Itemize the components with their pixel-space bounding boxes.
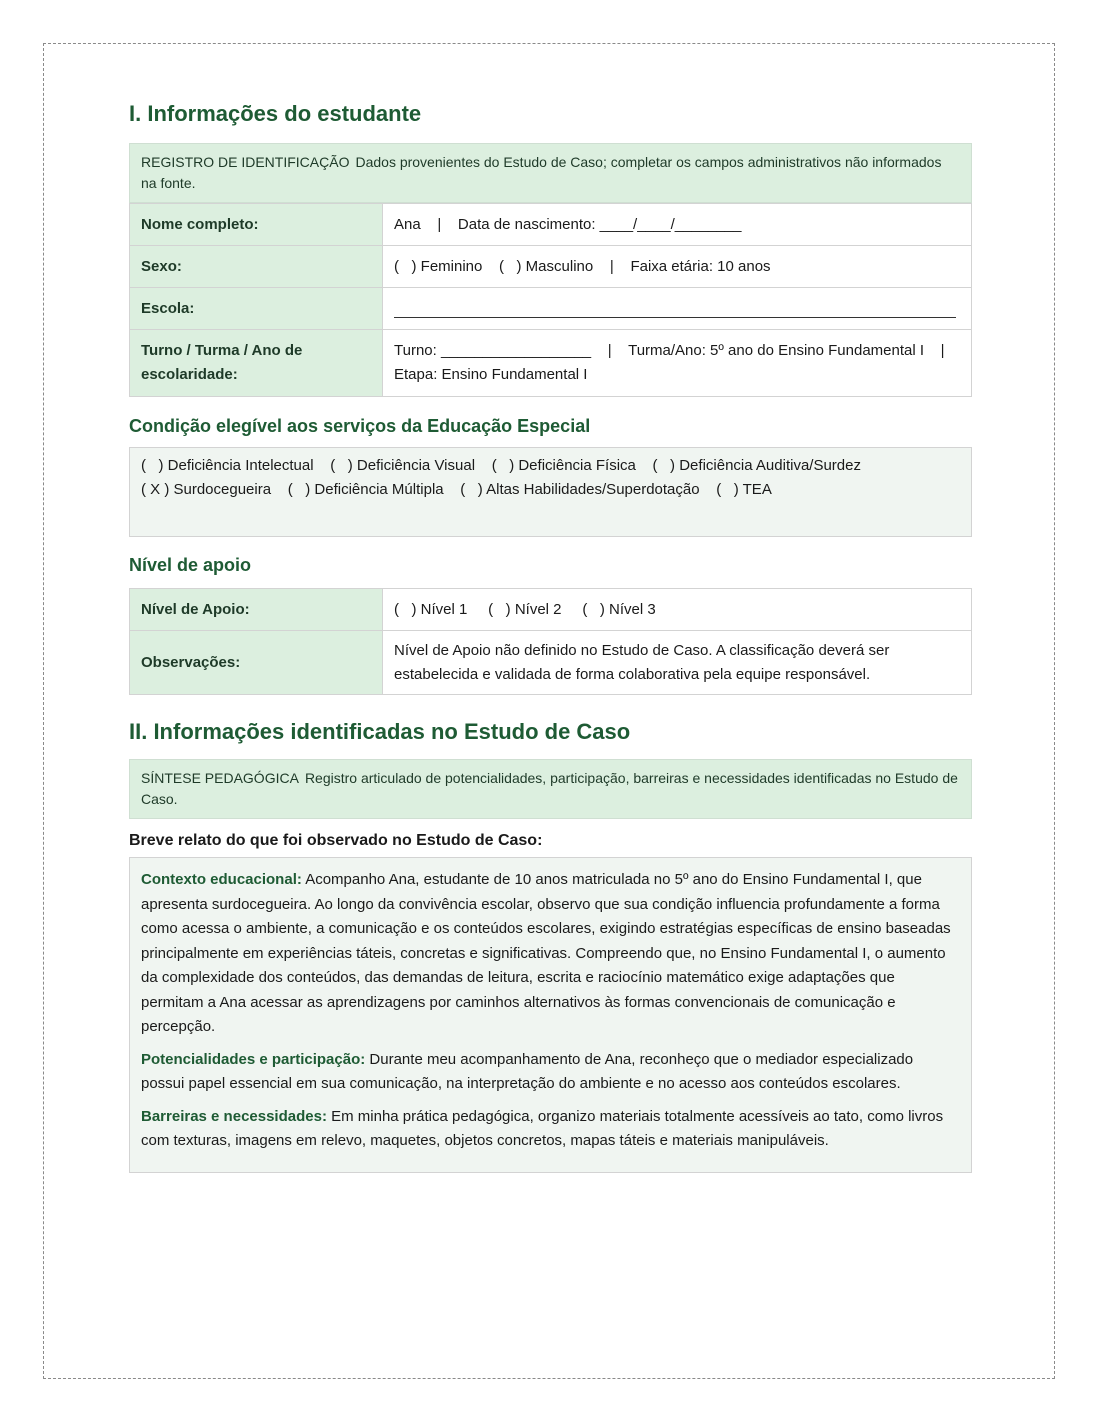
section-1-title: I. Informações do estudante (129, 101, 422, 126)
row-escola (130, 288, 972, 330)
label-sexo: Sexo: (130, 246, 383, 288)
nivel-title: Nível de apoio (129, 555, 252, 575)
identification-banner-tag: REGISTRO DE IDENTIFICAÇÃO (141, 154, 350, 170)
paragraph-potencialidades-text: Durante meu acompanhamento de Ana, reconheço que o mediador especializado possui papel essencial em sua comunicação, na interpretação do ambiente e no acesso aos conteúdos escolares. (141, 1050, 914, 1092)
value-escola[interactable] (383, 288, 972, 330)
sintese-banner-text: Registro articulado de potencialidades, participação, barreiras e necessidades identificadas no Estudo de Caso. (141, 770, 958, 807)
paragraph-potencialidades-lead: Potencialidades e participação: (141, 1050, 366, 1068)
sintese-banner-tag: SÍNTESE PEDAGÓGICA (141, 770, 299, 786)
condicao-line-1[interactable]: ( ) Deficiência Intelectual ( ) Deficiência Visual ( ) Deficiência Física ( ) Deficiência Auditiva/Surdez (141, 457, 861, 474)
paragraph-barreiras-lead: Barreiras e necessidades: (141, 1107, 327, 1125)
identification-table (129, 203, 972, 397)
paragraph-barreiras (141, 1105, 960, 1154)
value-nivel[interactable]: ( ) Nível 1 ( ) Nível 2 ( ) Nível 3 (383, 589, 972, 631)
value-sexo[interactable]: ( ) Feminino ( ) Masculino | Faixa etária: 10 anos (383, 246, 972, 288)
document-page (43, 43, 1055, 1379)
row-nome (130, 204, 972, 246)
value-turno[interactable]: Turno: __________________ | Turma/Ano: 5º ano do Ensino Fundamental I | Etapa: Ensino Fundamental I (383, 330, 972, 397)
value-observacoes: Nível de Apoio não definido no Estudo de Caso. A classificação deverá ser estabelecida e validada de forma colaborativa pela equipe responsável. (383, 631, 972, 695)
label-escola: Escola: (130, 288, 383, 330)
row-sexo (130, 246, 972, 288)
condicao-box (129, 447, 972, 537)
row-nivel (130, 589, 972, 631)
paragraph-potencialidades (141, 1048, 960, 1097)
relato-box (129, 857, 972, 1173)
condicao-title: Condição elegível aos serviços da Educação Especial (129, 416, 591, 436)
condicao-line-2[interactable]: ( X ) Surdocegueira ( ) Deficiência Múltipla ( ) Altas Habilidades/Superdotação ( ) TEA (141, 481, 772, 498)
document-content (129, 100, 972, 1173)
label-nivel: Nível de Apoio: (130, 589, 383, 631)
paragraph-contexto-text: Acompanho Ana, estudante de 10 anos matriculada no 5º ano do Ensino Fundamental I, que apresenta surdocegueira. Ao longo da convivência escolar, observo que sua condição influencia profundamente a forma como acessa o ambiente, a comunicação e os conteúdos escolares, exigindo estratégias específicas de ensino baseadas principalmente em experiências táteis, concretas e significativas. Compreendo que, no Ensino Fundamental I, o aumento da complexidade dos conteúdos, das demandas de leitura, escrita e raciocínio matemático exige adaptações que permitam a Ana acessar as aprendizagens por caminhos alternativos às formas convencionais de comunicação e percepção. (141, 871, 951, 1035)
paragraph-barreiras-text: Em minha prática pedagógica, organizo materiais totalmente acessíveis ao tato, como livros com texturas, imagens em relevo, maquetes, objetos concretos, mapas táteis e materiais manipuláveis. (141, 1107, 944, 1149)
row-observacoes (130, 631, 972, 695)
escola-blank-line[interactable] (394, 303, 956, 318)
label-turno: Turno / Turma / Ano de escolaridade: (130, 330, 383, 397)
section-2-title: II. Informações identificadas no Estudo de Caso (129, 719, 631, 744)
nivel-table (129, 588, 972, 695)
value-nome[interactable]: Ana | Data de nascimento: ____/____/________ (383, 204, 972, 246)
sintese-banner (129, 759, 972, 819)
identification-banner-text: Dados provenientes do Estudo de Caso; completar os campos administrativos não informados na fonte. (141, 154, 942, 191)
label-observacoes: Observações: (130, 631, 383, 695)
paragraph-contexto-lead: Contexto educacional: (141, 871, 302, 888)
identification-banner (129, 143, 972, 203)
row-turno (130, 330, 972, 397)
paragraph-contexto (141, 868, 960, 1040)
label-nome: Nome completo: (130, 204, 383, 246)
relato-title: Breve relato do que foi observado no Estudo de Caso: (129, 832, 543, 849)
